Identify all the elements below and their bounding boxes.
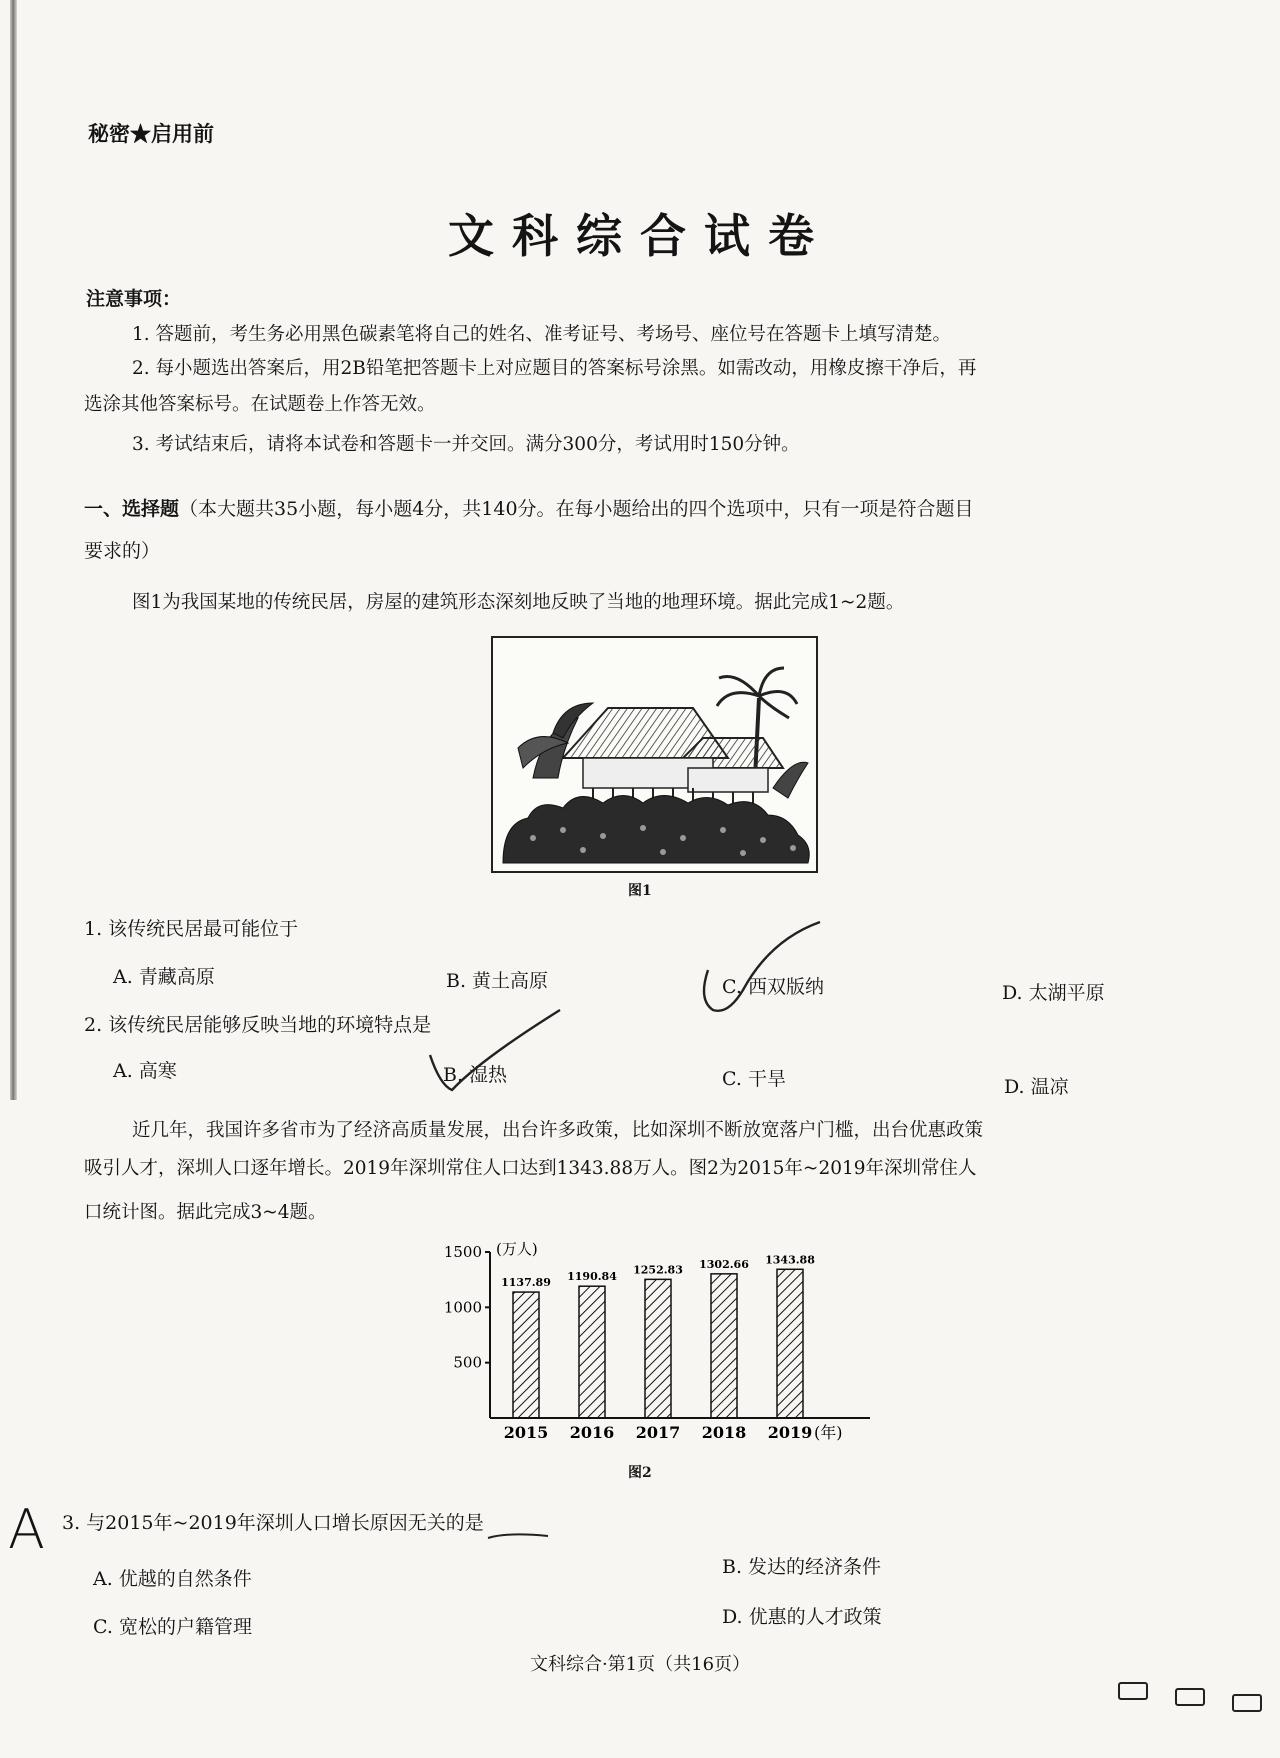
q2-option-d: D. 温凉: [1004, 1076, 1069, 1098]
q1-option-b: B. 黄土高原: [446, 970, 549, 992]
y-tick-label: 1500: [443, 1243, 482, 1261]
data-label-2018: 1302.66: [699, 1257, 749, 1271]
exam-title: 文科综合试卷: [448, 209, 832, 263]
q2-option-b: B. 湿热: [443, 1064, 508, 1086]
q3-option-b: B. 发达的经济条件: [722, 1556, 882, 1578]
figure1-caption: 图1: [628, 883, 652, 899]
x-tick-label-2015: 2015: [503, 1423, 549, 1442]
intro-figure1: 图1为我国某地的传统民居，房屋的建筑形态深刻地反映了当地的地理环境。据此完成1~2题。: [132, 592, 905, 613]
section-desc-cont: 要求的）: [84, 540, 161, 562]
q1-option-d: D. 太湖平原: [1002, 982, 1105, 1004]
q1-option-a: A. 青藏高原: [113, 966, 215, 988]
corner-box-3: [1232, 1694, 1262, 1712]
notice-heading: 注意事项：: [86, 288, 182, 310]
intro2-line-3: 口统计图。据此完成3~4题。: [84, 1202, 327, 1223]
intro2-line-2: 吸引人才，深圳人口逐年增长。2019年深圳常住人口达到1343.88万人。图2为2015年~2019年深圳常住人: [84, 1158, 977, 1179]
x-tick-label-2018: 2018: [701, 1423, 747, 1442]
bar-2016: [579, 1286, 605, 1418]
data-label-2016: 1190.84: [567, 1270, 617, 1284]
figure1-frame: [491, 636, 818, 873]
intro2-line-1: 近几年，我国许多省市为了经济高质量发展，出台许多政策，比如深圳不断放宽落户门槛，出台优惠政策: [132, 1120, 984, 1141]
question-3-stem: 3. 与2015年~2019年深圳人口增长原因无关的是: [62, 1512, 484, 1534]
corner-box-1: [1118, 1682, 1148, 1700]
notice-item-1: 1. 答题前，考生务必用黑色碳素笔将自己的姓名、准考证号、考场号、座位号在答题卡上填写清楚。: [132, 324, 952, 345]
stilt-house-illustration: [493, 638, 816, 871]
q3-option-a: A. 优越的自然条件: [93, 1568, 252, 1590]
underline-mark: [486, 1530, 556, 1544]
bar-2015: [513, 1292, 539, 1418]
x-tick-label-2019: 2019: [767, 1423, 813, 1442]
x-tick-label-2016: 2016: [569, 1423, 615, 1442]
notice-item-3: 3. 考试结束后，请将本试卷和答题卡一并交回。满分300分，考试用时150分钟。: [132, 434, 800, 455]
q3-option-d: D. 优惠的人才政策: [722, 1606, 882, 1628]
x-tick-label-2017: 2017: [635, 1423, 681, 1442]
section-heading: [84, 494, 974, 521]
q2-option-a: A. 高寒: [113, 1060, 177, 1082]
secret-label: 秘密★启用前: [88, 121, 214, 146]
q3-option-c: C. 宽松的户籍管理: [93, 1616, 252, 1638]
handwritten-answer-a: A: [8, 1498, 45, 1561]
bar-2018: [711, 1274, 737, 1418]
y-tick-label: 1000: [443, 1298, 482, 1317]
notice-item-2: 2. 每小题选出答案后，用2B铅笔把答题卡上对应题目的答案标号涂黑。如需改动，用橡皮擦干净后，再: [132, 358, 977, 379]
page-footer: 文科综合·第1页（共16页）: [529, 1654, 751, 1675]
page-edge-shadow: [10, 0, 17, 1100]
y-tick-label: 500: [453, 1353, 482, 1372]
data-label-2017: 1252.83: [633, 1263, 683, 1277]
corner-box-2: [1175, 1688, 1205, 1706]
q1-option-c: C. 西双版纳: [722, 976, 824, 998]
population-bar-chart: [430, 1228, 880, 1450]
bar-2017: [645, 1279, 671, 1418]
checkmark-q1: [690, 920, 830, 1030]
bar-2019: [777, 1269, 803, 1418]
figure2-caption: 图2: [628, 1465, 652, 1481]
checkmark-q2: [420, 1000, 570, 1100]
section-desc: （本大题共35小题，每小题4分，共140分。在每小题给出的四个选项中，只有一项是符合题目: [179, 498, 974, 520]
question-1-stem: 1. 该传统民居最可能位于: [84, 918, 299, 940]
y-axis-unit-label: (万人): [496, 1240, 538, 1258]
question-2-stem: 2. 该传统民居能够反映当地的环境特点是: [84, 1014, 432, 1036]
section-title: 一、选择题: [84, 498, 180, 520]
notice-item-2-cont: 选涂其他答案标号。在试题卷上作答无效。: [84, 394, 436, 415]
q2-option-c: C. 干旱: [722, 1068, 786, 1090]
x-axis-unit-label: (年): [814, 1423, 843, 1442]
data-label-2015: 1137.89: [501, 1276, 551, 1290]
data-label-2019: 1343.88: [765, 1253, 815, 1267]
